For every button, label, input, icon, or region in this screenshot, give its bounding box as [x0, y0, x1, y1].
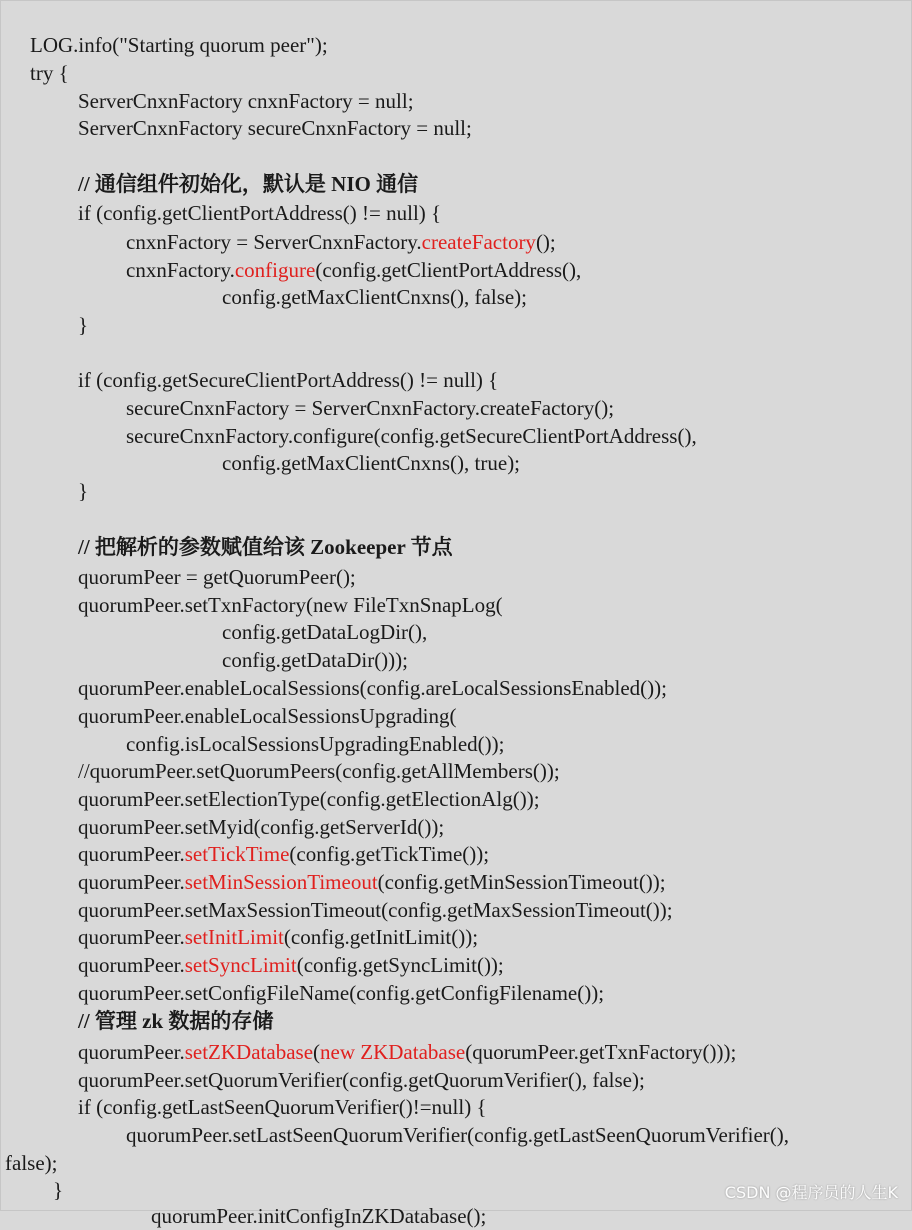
code-line — [126, 1121, 789, 1149]
code-line — [78, 199, 441, 227]
code-text: } — [78, 313, 89, 337]
code-line — [151, 1202, 486, 1230]
code-comment: // 管理 zk 数据的存储 — [78, 1009, 274, 1033]
code-line — [78, 785, 540, 813]
code-line — [126, 422, 697, 450]
code-text: config.getMaxClientCnxns(), true); — [222, 451, 521, 475]
code-text: quorumPeer.setTxnFactory(new FileTxnSnapLog( — [78, 593, 503, 617]
code-line — [126, 228, 556, 256]
highlighted-method: setZKDatabase — [184, 1040, 314, 1064]
code-text: secureCnxnFactory.configure(config.getSecureClientPortAddress(), — [126, 424, 697, 448]
code-line — [78, 868, 666, 896]
code-text: if (config.getSecureClientPortAddress() != null) { — [78, 368, 499, 392]
code-text: } — [53, 1178, 64, 1202]
code-text: (config.getInitLimit()); — [283, 925, 479, 949]
code-comment: // 通信组件初始化，默认是 NIO 通信 — [78, 172, 419, 196]
code-text: quorumPeer.initConfigInZKDatabase(); — [151, 1204, 487, 1228]
code-line — [78, 1038, 736, 1066]
code-text: quorumPeer.enableLocalSessionsUpgrading( — [78, 704, 457, 728]
code-text: quorumPeer.setMyid(config.getServerId()); — [78, 815, 445, 839]
code-text: ServerCnxnFactory cnxnFactory = null; — [78, 89, 414, 113]
code-text: ServerCnxnFactory secureCnxnFactory = null; — [78, 116, 472, 140]
code-text: quorumPeer.enableLocalSessions(config.areLocalSessionsEnabled()); — [78, 676, 667, 700]
code-line — [78, 896, 673, 924]
code-text: if (config.getClientPortAddress() != null) { — [78, 201, 442, 225]
code-text: quorumPeer. — [78, 925, 185, 949]
highlighted-method: setMinSessionTimeout — [184, 870, 378, 894]
code-text: (config.getMinSessionTimeout()); — [377, 870, 666, 894]
code-text: (); — [535, 230, 556, 254]
code-line — [78, 840, 489, 868]
code-text: quorumPeer.setMaxSessionTimeout(config.getMaxSessionTimeout()); — [78, 898, 673, 922]
code-text: config.getMaxClientCnxns(), false); — [222, 285, 528, 309]
code-text: (config.getSyncLimit()); — [296, 953, 504, 977]
code-line — [78, 813, 444, 841]
code-line — [53, 1176, 63, 1204]
code-line — [222, 283, 527, 311]
code-text: (quorumPeer.getTxnFactory())); — [465, 1040, 737, 1064]
code-text: } — [78, 479, 89, 503]
code-comment: // 把解析的参数赋值给该 Zookeeper 节点 — [78, 535, 453, 559]
code-line — [126, 730, 505, 758]
code-line — [78, 366, 498, 394]
code-text: config.isLocalSessionsUpgradingEnabled()); — [126, 732, 505, 756]
code-text: //quorumPeer.setQuorumPeers(config.getAllMembers()); — [78, 759, 560, 783]
code-line — [78, 1066, 645, 1094]
code-text: config.getDataDir())); — [222, 648, 408, 672]
code-text: (config.getTickTime()); — [289, 842, 490, 866]
code-line — [78, 311, 88, 339]
code-line — [222, 449, 520, 477]
code-text: quorumPeer.setQuorumVerifier(config.getQuorumVerifier(), false); — [78, 1068, 645, 1092]
code-line — [78, 114, 472, 142]
code-line — [78, 923, 478, 951]
code-text: quorumPeer. — [78, 953, 185, 977]
code-line — [126, 394, 614, 422]
highlighted-method: new ZKDatabase — [320, 1040, 466, 1064]
code-text: try { — [30, 61, 69, 85]
code-text: quorumPeer. — [78, 1040, 185, 1064]
code-line — [78, 979, 604, 1007]
code-line — [78, 533, 453, 561]
code-line — [222, 618, 427, 646]
code-line — [78, 477, 88, 505]
code-line — [78, 563, 356, 591]
highlighted-method: setTickTime — [184, 842, 290, 866]
highlighted-method: setSyncLimit — [184, 953, 297, 977]
code-text: quorumPeer = getQuorumPeer(); — [78, 565, 356, 589]
code-text: secureCnxnFactory = ServerCnxnFactory.createFactory(); — [126, 396, 615, 420]
code-text: quorumPeer.setConfigFileName(config.getConfigFilename()); — [78, 981, 605, 1005]
code-line — [78, 591, 503, 619]
code-text: cnxnFactory = ServerCnxnFactory. — [126, 230, 422, 254]
code-text: false); — [5, 1151, 58, 1175]
code-line — [5, 1149, 57, 1177]
code-line — [78, 170, 418, 198]
code-text: if (config.getLastSeenQuorumVerifier()!=null) { — [78, 1095, 487, 1119]
code-text: (config.getClientPortAddress(), — [315, 258, 582, 282]
code-text: quorumPeer.setElectionType(config.getElectionAlg()); — [78, 787, 540, 811]
code-text: quorumPeer. — [78, 842, 185, 866]
code-line — [78, 702, 457, 730]
code-text: config.getDataLogDir(), — [222, 620, 428, 644]
code-text: LOG.info("Starting quorum peer"); — [30, 33, 328, 57]
code-line — [126, 256, 581, 284]
code-text: ( — [313, 1040, 321, 1064]
code-text: cnxnFactory. — [126, 258, 235, 282]
highlighted-method: setInitLimit — [184, 925, 284, 949]
code-line — [30, 31, 328, 59]
code-line — [78, 1093, 487, 1121]
code-line — [78, 757, 560, 785]
csdn-watermark: CSDN @程序员的人生K — [724, 1183, 898, 1202]
code-line — [78, 951, 504, 979]
highlighted-method: configure — [234, 258, 316, 282]
code-line — [78, 1007, 273, 1035]
code-line — [222, 646, 408, 674]
highlighted-method: createFactory — [421, 230, 536, 254]
code-text: quorumPeer.setLastSeenQuorumVerifier(config.getLastSeenQuorumVerifier(), — [126, 1123, 790, 1147]
code-text: quorumPeer. — [78, 870, 185, 894]
code-line — [78, 674, 667, 702]
code-line — [78, 87, 414, 115]
code-line — [30, 59, 69, 87]
